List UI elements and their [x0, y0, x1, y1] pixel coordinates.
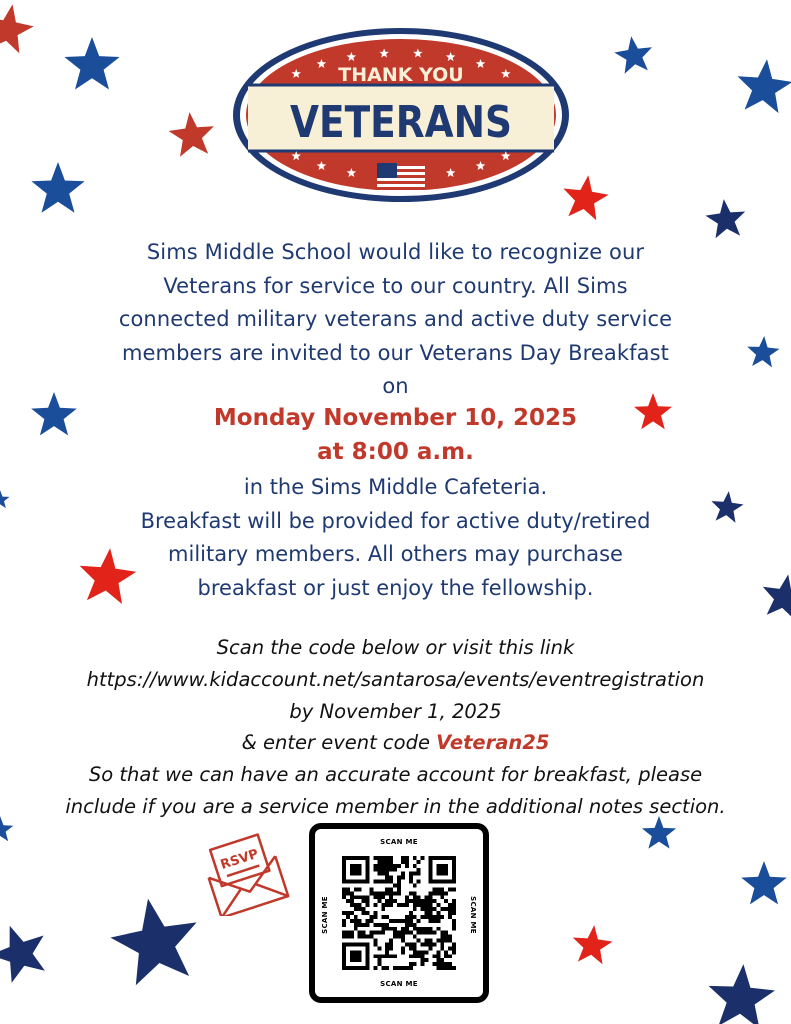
intro-line: Sims Middle School would like to recognize our: [146, 240, 645, 264]
event-datetime: [0, 401, 791, 469]
details-line: Breakfast will be provided for active duty/retired: [140, 508, 651, 533]
intro-line: members are invited to our Veterans Day Breakfast: [121, 340, 669, 365]
event-code-line: [0, 727, 791, 759]
intro-line: connected military veterans and active duty service: [118, 307, 673, 331]
star-icon: [706, 199, 746, 238]
qr-code[interactable]: [342, 856, 456, 970]
intro-line: Veterans for service to our country. All Sims: [163, 273, 628, 298]
event-date: Monday November 10, 2025: [213, 405, 578, 431]
rsvp-line: Scan the code below or visit this link: [216, 636, 575, 659]
rsvp-note-line: So that we can have an accurate account for breakfast, please: [88, 763, 703, 787]
veterans-text: VETERANS: [290, 97, 512, 148]
us-flag-icon: [377, 163, 425, 191]
rsvp-label: RSVP: [218, 846, 261, 873]
event-time: at 8:00 a.m.: [317, 439, 474, 465]
details-line: in the Sims Middle Cafeteria.: [243, 475, 548, 499]
registration-link[interactable]: https://www.kidaccount.net/santarosa/events/eventregistration: [86, 667, 705, 691]
scan-me-label-right: SCAN ME: [469, 896, 478, 934]
star-icon: [614, 36, 652, 73]
rsvp-instructions: [0, 632, 791, 823]
intro-line: on: [382, 374, 409, 398]
rsvp-envelope-icon: [201, 830, 291, 916]
scan-me-label-top: SCAN ME: [380, 838, 418, 846]
star-icon: [64, 37, 119, 90]
star-icon: [738, 59, 791, 113]
star-icon: [0, 4, 34, 53]
thank-you-text: THANK YOU: [338, 64, 464, 86]
details-paragraph: [0, 471, 791, 605]
rsvp-note-line: include if you are a service member in the additional notes section.: [65, 794, 726, 818]
qr-code-frame[interactable]: [309, 823, 489, 1003]
star-icon: [709, 964, 776, 1024]
star-icon: [0, 926, 45, 983]
event-code-prefix: & enter event code: [241, 731, 437, 755]
star-icon: [169, 112, 214, 157]
details-line: military members. All others may purchase: [168, 542, 623, 566]
star-icon: [31, 162, 84, 213]
event-code: Veteran25: [436, 731, 550, 755]
thank-you-veterans-logo: [230, 25, 572, 205]
star-icon: [741, 861, 787, 904]
intro-paragraph: [0, 236, 791, 404]
scan-me-label-bottom: SCAN ME: [380, 980, 418, 988]
rsvp-deadline: by November 1, 2025: [289, 699, 502, 723]
star-icon: [110, 899, 196, 986]
details-line: breakfast or just enjoy the fellowship.: [197, 575, 594, 600]
star-icon: [573, 925, 613, 964]
scan-me-label-left: SCAN ME: [320, 896, 329, 934]
